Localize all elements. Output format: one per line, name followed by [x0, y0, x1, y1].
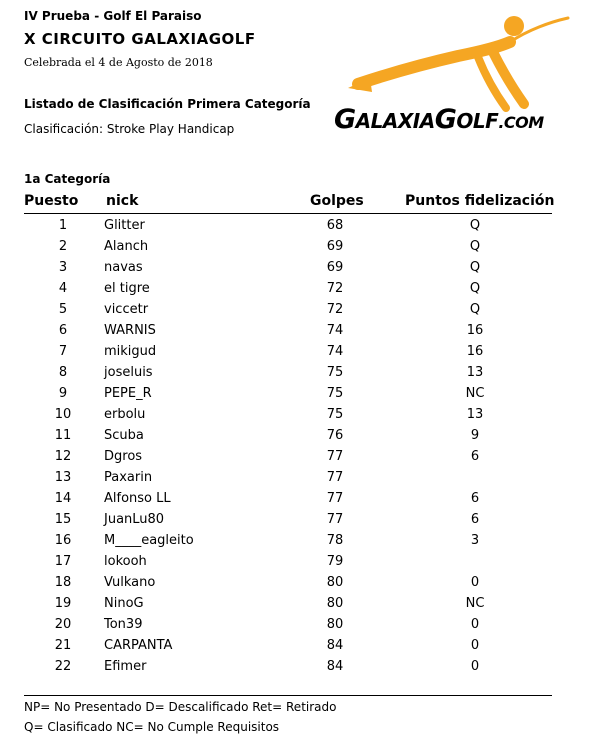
cell-nick: Vulkano [104, 575, 156, 590]
cell-nick: Glitter [104, 218, 145, 233]
cell-points: 6 [470, 491, 480, 506]
cell-points: 0 [470, 617, 480, 632]
cell-strokes: 80 [326, 596, 344, 611]
col-header-nick: nick [106, 193, 139, 209]
cell-strokes: 69 [326, 239, 344, 254]
cell-points: 0 [470, 638, 480, 653]
cell-points: Q [469, 218, 481, 233]
cell-position: 7 [58, 344, 68, 359]
cell-points: 16 [466, 344, 484, 359]
cell-nick: joseluis [104, 365, 153, 380]
cell-strokes: 77 [326, 470, 344, 485]
table-row [0, 468, 592, 489]
cell-points: 9 [470, 428, 480, 443]
cell-strokes: 80 [326, 617, 344, 632]
cell-points: Q [469, 260, 481, 275]
table-row [0, 636, 592, 657]
cell-points: 6 [470, 512, 480, 527]
cell-nick: navas [104, 260, 143, 275]
cell-points: 6 [470, 449, 480, 464]
cell-strokes: 75 [326, 386, 344, 401]
cell-points: Q [469, 302, 481, 317]
cell-position: 12 [54, 449, 72, 464]
cell-nick: M____eagleito [104, 533, 194, 548]
table-row [0, 279, 592, 300]
table-row [0, 363, 592, 384]
cell-strokes: 84 [326, 659, 344, 674]
cell-strokes: 78 [326, 533, 344, 548]
cell-position: 2 [58, 239, 68, 254]
cell-points: 3 [470, 533, 480, 548]
cell-points: 16 [466, 323, 484, 338]
table-row [0, 237, 592, 258]
table-row [0, 615, 592, 636]
cell-position: 3 [58, 260, 68, 275]
cell-nick: erbolu [104, 407, 146, 422]
cell-strokes: 76 [326, 428, 344, 443]
date-line: Celebrada el 4 de Agosto de 2018 [24, 56, 213, 69]
cell-nick: mikigud [104, 344, 157, 359]
cell-strokes: 68 [326, 218, 344, 233]
cell-nick: CARPANTA [104, 638, 173, 653]
cell-position: 1 [58, 218, 68, 233]
cell-nick: Scuba [104, 428, 144, 443]
footer-divider [24, 695, 552, 696]
cell-position: 9 [58, 386, 68, 401]
table-row [0, 300, 592, 321]
cell-nick: Efimer [104, 659, 147, 674]
cell-position: 21 [54, 638, 72, 653]
cell-strokes: 77 [326, 512, 344, 527]
cell-nick: WARNIS [104, 323, 156, 338]
table-row [0, 405, 592, 426]
listing-title: Listado de Clasificación Primera Categoría [24, 97, 311, 111]
cell-nick: Ton39 [104, 617, 143, 632]
cell-position: 13 [54, 470, 72, 485]
cell-points: Q [469, 239, 481, 254]
table-row [0, 552, 592, 573]
cell-nick: JuanLu80 [104, 512, 165, 527]
cell-points: NC [465, 386, 485, 401]
cell-strokes: 80 [326, 575, 344, 590]
cell-strokes: 77 [326, 449, 344, 464]
table-row [0, 321, 592, 342]
table-row [0, 384, 592, 405]
table-row [0, 594, 592, 615]
cell-strokes: 79 [326, 554, 344, 569]
cell-nick: NinoG [104, 596, 144, 611]
table-row [0, 531, 592, 552]
cell-position: 14 [54, 491, 72, 506]
table-row [0, 447, 592, 468]
table-row [0, 573, 592, 594]
table-row [0, 258, 592, 279]
event-title: IV Prueba - Golf El Paraiso [24, 9, 202, 23]
cell-position: 22 [54, 659, 72, 674]
cell-position: 20 [54, 617, 72, 632]
cell-nick: el tigre [104, 281, 150, 296]
cell-points: NC [465, 596, 485, 611]
cell-strokes: 72 [326, 281, 344, 296]
cell-position: 10 [54, 407, 72, 422]
cell-points: Q [469, 281, 481, 296]
cell-points: 0 [470, 575, 480, 590]
logo-wordmark: GALAXIAGOLF.COM [334, 104, 544, 135]
cell-points: 0 [470, 659, 480, 674]
cell-strokes: 74 [326, 323, 344, 338]
table-row [0, 426, 592, 447]
cell-nick: Alanch [104, 239, 149, 254]
cell-position: 5 [58, 302, 68, 317]
cell-points: 13 [466, 365, 484, 380]
cell-nick: lokooh [104, 554, 147, 569]
category-label: 1a Categoría [24, 172, 111, 186]
cell-nick: PEPE_R [104, 386, 152, 401]
cell-points: 13 [466, 407, 484, 422]
cell-nick: viccetr [104, 302, 149, 317]
circuit-title: X CIRCUITO GALAXIAGOLF [24, 30, 256, 48]
cell-position: 4 [58, 281, 68, 296]
cell-position: 19 [54, 596, 72, 611]
table-row [0, 342, 592, 363]
cell-position: 6 [58, 323, 68, 338]
cell-strokes: 72 [326, 302, 344, 317]
table-row [0, 510, 592, 531]
cell-strokes: 69 [326, 260, 344, 275]
cell-position: 16 [54, 533, 72, 548]
cell-position: 15 [54, 512, 72, 527]
cell-position: 11 [54, 428, 72, 443]
cell-nick: Paxarin [104, 470, 153, 485]
classification-type: Clasificación: Stroke Play Handicap [24, 122, 235, 136]
cell-nick: Dgros [104, 449, 143, 464]
cell-position: 18 [54, 575, 72, 590]
col-header-golpes: Golpes [310, 193, 364, 209]
cell-position: 17 [54, 554, 72, 569]
table-row [0, 216, 592, 237]
header-divider [24, 213, 552, 214]
col-header-puntos: Puntos fidelización [405, 193, 555, 209]
col-header-puesto: Puesto [24, 193, 79, 209]
table-row [0, 489, 592, 510]
table-row [0, 657, 592, 678]
legend-line-1: NP= No Presentado D= Descalificado Ret= Retirado [24, 700, 337, 714]
cell-strokes: 74 [326, 344, 344, 359]
cell-strokes: 75 [326, 365, 344, 380]
legend-line-2: Q= Clasificado NC= No Cumple Requisitos [24, 720, 280, 734]
cell-strokes: 84 [326, 638, 344, 653]
cell-strokes: 75 [326, 407, 344, 422]
cell-strokes: 77 [326, 491, 344, 506]
cell-nick: Alfonso LL [104, 491, 171, 506]
cell-position: 8 [58, 365, 68, 380]
